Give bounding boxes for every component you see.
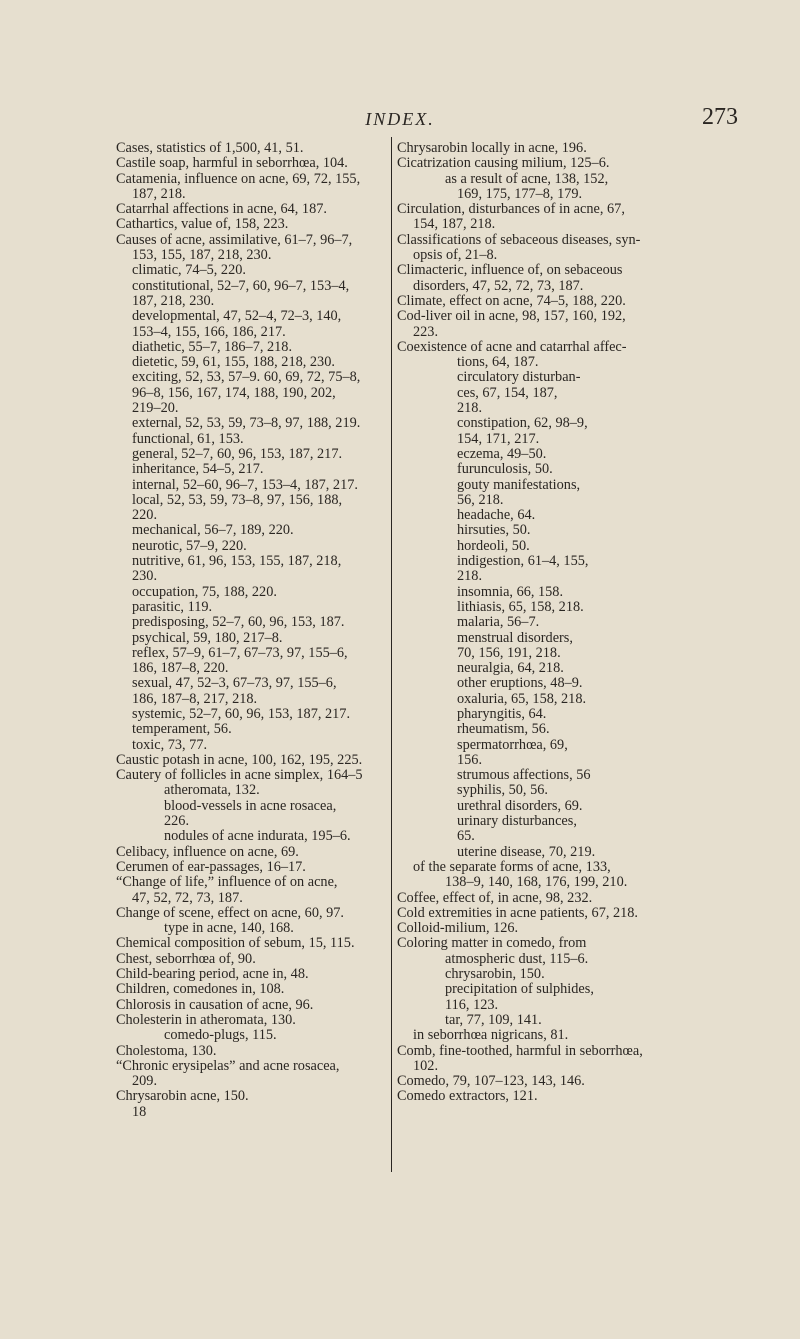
index-entry-line: constipation, 62, 98–9, [457, 415, 588, 432]
index-entry-line: Castile soap, harmful in seborrhœa, 104. [116, 155, 348, 172]
index-entry-line: of the separate forms of acne, 133, [413, 858, 611, 875]
index-entry-line: Chrysarobin acne, 150. [116, 1088, 249, 1105]
index-entry-line: comedo-plugs, 115. [164, 1027, 277, 1044]
index-column-right [397, 141, 709, 1105]
index-entry-line: 96–8, 156, 167, 174, 188, 190, 202, [132, 384, 336, 401]
index-entry-line: urethral disorders, 69. [457, 797, 583, 814]
index-entry-line: 220. [132, 507, 158, 524]
index-entry-line: tions, 64, 187. [457, 354, 539, 371]
index-entry-line: developmental, 47, 52–4, 72–3, 140, [132, 308, 342, 325]
index-entry-line: Chemical composition of sebum, 15, 115. [116, 935, 355, 952]
index-entry-line: spermatorrhœa, 69, [457, 736, 568, 753]
index-entry-line: external, 52, 53, 59, 73–8, 97, 188, 219. [132, 415, 361, 432]
index-entry-line: Coloring matter in comedo, from [397, 935, 587, 952]
index-entry-line: neurotic, 57–9, 220. [132, 537, 247, 554]
index-entry-line: systemic, 52–7, 60, 96, 153, 187, 217. [132, 705, 351, 722]
index-entry-line: Catamenia, influence on acne, 69, 72, 155, [116, 170, 361, 187]
index-entry-line: type in acne, 140, 168. [164, 920, 294, 937]
column-divider [391, 137, 392, 1172]
index-entry-line: internal, 52–60, 96–7, 153–4, 187, 217. [132, 476, 358, 493]
index-entry-line: Climate, effect on acne, 74–5, 188, 220. [397, 292, 626, 309]
index-entry-line: diathetic, 55–7, 186–7, 218. [132, 338, 293, 355]
index-entry-line: Children, comedones in, 108. [116, 981, 285, 998]
index-entry-line: predisposing, 52–7, 60, 96, 153, 187. [132, 614, 345, 631]
index-entry-line: Circulation, disturbances of in acne, 67, [397, 201, 625, 218]
index-entry-line: 218. [457, 400, 483, 417]
index-entry-line: blood-vessels in acne rosacea, [164, 797, 337, 814]
index-entry-line: Cases, statistics of 1,500, 41, 51. [116, 140, 304, 156]
index-entry-line: functional, 61, 153. [132, 430, 244, 447]
index-entry-line: 102. [413, 1057, 439, 1074]
index-entry-line: as a result of acne, 138, 152, [445, 170, 609, 187]
index-entry-line: hirsuties, 50. [457, 522, 531, 539]
index-entry-line: occupation, 75, 188, 220. [132, 583, 277, 600]
index-entry-line: Cicatrization causing milium, 125–6. [397, 155, 610, 172]
index-entry-line: mechanical, 56–7, 189, 220. [132, 522, 294, 539]
index-entry-line: 153–4, 155, 166, 186, 217. [132, 323, 286, 340]
index-entry-line: Cholestoma, 130. [116, 1042, 217, 1059]
index-entry-line: Cerumen of ear-passages, 16–17. [116, 858, 306, 875]
index-entry-line: ces, 67, 154, 187, [457, 384, 558, 401]
index-entry-line: indigestion, 61–4, 155, [457, 553, 589, 570]
index-entry-line: rheumatism, 56. [457, 721, 550, 738]
index-entry-line: 153, 155, 187, 218, 230. [132, 247, 272, 264]
index-entry-line: general, 52–7, 60, 96, 153, 187, 217. [132, 445, 343, 462]
index-entry-line: Causes of acne, assimilative, 61–7, 96–7, [116, 231, 353, 248]
index-entry-line: Change of scene, effect on acne, 60, 97. [116, 904, 344, 921]
index-entry-line: 70, 156, 191, 218. [457, 644, 561, 661]
index-entry-line: Colloid-milium, 126. [397, 920, 519, 937]
index-entry-line: climatic, 74–5, 220. [132, 262, 246, 279]
index-entry-line: malaria, 56–7. [457, 614, 540, 631]
index-entry-line: chrysarobin, 150. [445, 966, 545, 983]
index-entry-line: psychical, 59, 180, 217–8. [132, 629, 283, 646]
index-entry-line: 187, 218. [132, 185, 186, 202]
index-entry-line: circulatory disturban- [457, 369, 581, 386]
index-entry-line: oxaluria, 65, 158, 218. [457, 690, 587, 707]
index-entry-line: Child-bearing period, acne in, 48. [116, 966, 309, 983]
index-entry-line: sexual, 47, 52–3, 67–73, 97, 155–6, [132, 675, 337, 692]
index-entry-line: in seborrhœa nigricans, 81. [413, 1027, 569, 1044]
index-entry-line: atheromata, 132. [164, 782, 260, 799]
index-entry-line: eczema, 49–50. [457, 445, 547, 462]
index-entry-line: Comedo extractors, 121. [397, 1088, 538, 1105]
index-entry-line: lithiasis, 65, 158, 218. [457, 598, 584, 615]
index-entry-line: 219–20. [132, 400, 179, 417]
index-entry-line: Chlorosis in causation of acne, 96. [116, 996, 314, 1013]
index-entry-line: “Chronic erysipelas” and acne rosacea, [116, 1057, 340, 1074]
index-entry-line: 226. [164, 813, 190, 830]
index-entry-line: pharyngitis, 64. [457, 705, 547, 722]
index-entry-line: hordeoli, 50. [457, 537, 530, 554]
index-entry-line: 169, 175, 177–8, 179. [457, 185, 583, 202]
index-entry-line: 47, 52, 72, 73, 187. [132, 889, 243, 906]
index-entry-line: urinary disturbances, [457, 813, 577, 830]
index-entry-line: Cathartics, value of, 158, 223. [116, 216, 289, 233]
index-entry-line: other eruptions, 48–9. [457, 675, 583, 692]
index-entry-line: uterine disease, 70, 219. [457, 843, 596, 860]
index-entry-line: opsis of, 21–8. [413, 247, 498, 264]
index-entry-line: 218. [457, 568, 483, 585]
index-entry-line: Catarrhal affections in acne, 64, 187. [116, 201, 327, 218]
index-entry-line: Coexistence of acne and catarrhal affec- [397, 338, 627, 355]
index-entry-line: syphilis, 50, 56. [457, 782, 548, 799]
index-entry-line: Celibacy, influence on acne, 69. [116, 843, 299, 860]
index-entry-line: Cholesterin in atheromata, 130. [116, 1011, 296, 1028]
index-entry-line: gouty manifestations, [457, 476, 581, 493]
index-entry-line: toxic, 73, 77. [132, 736, 208, 753]
index-entry-line: neuralgia, 64, 218. [457, 660, 564, 677]
page-number: 273 [702, 104, 738, 130]
index-entry-line: Caustic potash in acne, 100, 162, 195, 225. [116, 751, 363, 768]
index-entry-line: local, 52, 53, 59, 73–8, 97, 156, 188, [132, 491, 343, 508]
index-entry-line: temperament, 56. [132, 721, 232, 738]
index-entry-line: atmospheric dust, 115–6. [445, 950, 589, 967]
index-entry-line: 154, 187, 218. [413, 216, 496, 233]
index-column-left [116, 141, 412, 1120]
index-entry-line: exciting, 52, 53, 57–9. 60, 69, 72, 75–8, [132, 369, 361, 386]
index-entry-line: 187, 218, 230. [132, 292, 215, 309]
index-entry-line: 56, 218. [457, 491, 504, 508]
index-entry-line: 65. [457, 828, 475, 845]
index-entry-line: headache, 64. [457, 507, 536, 524]
index-entry-line: parasitic, 119. [132, 598, 213, 615]
index-entry-line: Climacteric, influence of, on sebaceous [397, 262, 623, 279]
index-entry-line: disorders, 47, 52, 72, 73, 187. [413, 277, 584, 294]
index-entry-line: nodules of acne indurata, 195–6. [164, 828, 351, 845]
index-entry-line: Chrysarobin locally in acne, 196. [397, 140, 587, 156]
index-entry-line: Cautery of follicles in acne simplex, 164–5 [116, 767, 363, 784]
index-entry-line: 186, 187–8, 220. [132, 660, 229, 677]
index-entry-line: Chest, seborrhœa of, 90. [116, 950, 256, 967]
index-entry-line: 154, 171, 217. [457, 430, 540, 447]
index-entry-line: 138–9, 140, 168, 176, 199, 210. [445, 874, 628, 891]
index-entry-line: inheritance, 54–5, 217. [132, 461, 264, 478]
index-entry-line: strumous affections, 56 [457, 767, 591, 784]
index-entry-line: Comb, fine-toothed, harmful in seborrhœa, [397, 1042, 643, 1059]
index-entry-line: insomnia, 66, 158. [457, 583, 564, 600]
index-entry-line: precipitation of sulphides, [445, 981, 594, 998]
index-entry-line: 116, 123. [445, 996, 499, 1013]
index-entry-line: Comedo, 79, 107–123, 143, 146. [397, 1073, 585, 1090]
running-header: INDEX. [365, 109, 435, 129]
index-entry-line: constitutional, 52–7, 60, 96–7, 153–4, [132, 277, 350, 294]
index-entry-line: 209. [132, 1073, 158, 1090]
index-entry-line: “Change of life,” influence of on acne, [116, 874, 338, 891]
index-entry-line: 156. [457, 751, 483, 768]
index-entry-line: 230. [132, 568, 158, 585]
index-entry-line: menstrual disorders, [457, 629, 573, 646]
index-entry-line: 18 [132, 1103, 147, 1120]
index-entry-line: Coffee, effect of, in acne, 98, 232. [397, 889, 593, 906]
index-entry-line: 223. [413, 323, 439, 340]
index-entry-line: reflex, 57–9, 61–7, 67–73, 97, 155–6, [132, 644, 348, 661]
index-entry-line: nutritive, 61, 96, 153, 155, 187, 218, [132, 553, 342, 570]
index-entry-line: Cod-liver oil in acne, 98, 157, 160, 192, [397, 308, 626, 325]
index-entry-line: tar, 77, 109, 141. [445, 1011, 542, 1028]
index-entry-line: dietetic, 59, 61, 155, 188, 218, 230. [132, 354, 335, 371]
index-entry-line: furunculosis, 50. [457, 461, 553, 478]
index-entry-line: Classifications of sebaceous diseases, syn- [397, 231, 641, 248]
index-entry-line: 186, 187–8, 217, 218. [132, 690, 258, 707]
index-entry-line: Cold extremities in acne patients, 67, 218. [397, 904, 639, 921]
